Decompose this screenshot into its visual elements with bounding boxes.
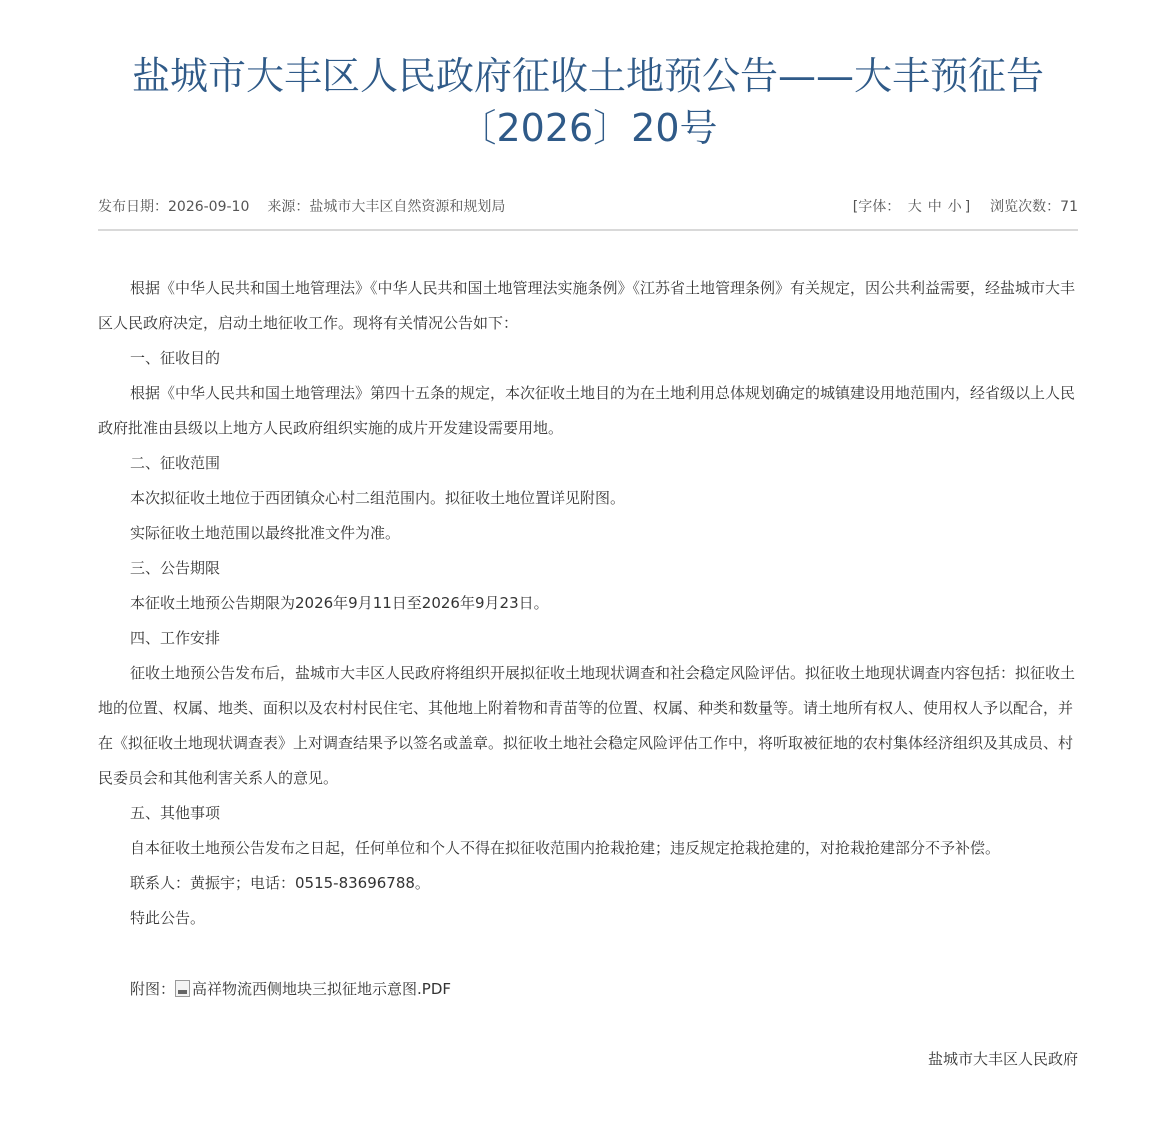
page-title (98, 0, 1078, 154)
attachment-label: 附图： (130, 980, 176, 998)
paragraph: 征收土地预公告发布后，盐城市大丰区人民政府将组织开展拟征收土地现状调查和社会稳定风险评估。拟征收土地现状调查内容包括：拟征收土地的位置、权属、地类、面积以及农村村民住宅、其他地上附着物和青苗等的位置、权属、种类和数量等。请土地所有权人、使用权人予以配合，并在《拟征收土地现状调查表》上对调查结果予以签名或盖章。拟征收土地社会稳定风险评估工作中，将听取被征地的农村集体经济组织及其成员、村民委员会和其他利害关系人的意见。 (98, 664, 1076, 787)
page-title-line2: 〔2026〕20号 (458, 106, 718, 150)
meta-right (853, 196, 1078, 218)
paragraph: 根据《中华人民共和国土地管理法》第四十五条的规定，本次征收土地目的为在土地利用总体规划确定的城镇建设用地范围内，经省级以上人民政府批准由县级以上地方人民政府组织实施的成片开发建设需要用地。 (98, 384, 1076, 437)
publish-date-label: 发布日期： (98, 199, 168, 215)
signature: 盐城市大丰区人民政府 (927, 1050, 1078, 1068)
attachment-link[interactable]: 高祥物流西侧地块三拟征地示意图.PDF (192, 980, 452, 998)
section-heading: 三、公告期限 (130, 559, 221, 577)
font-size-open: [字体： (852, 199, 901, 215)
font-size-close: ] (964, 199, 971, 215)
paragraph: 本征收土地预公告期限为2026年9月11日至2026年9月23日。 (130, 594, 549, 612)
attachment (130, 972, 451, 1007)
paragraph: 本次拟征收土地位于西团镇众心村二组范围内。拟征收土地位置详见附图。 (130, 489, 626, 507)
paragraph: 自本征收土地预公告发布之日起，任何单位和个人不得在拟征收范围内抢栽抢建；违反规定抢栽抢建的，对抢栽抢建部分不予补偿。 (130, 839, 1001, 857)
views-label: 浏览次数： (990, 199, 1061, 215)
article-meta (98, 196, 1078, 218)
page-title-line1: 盐城市大丰区人民政府征收土地预公告——大丰预征告 (131, 54, 1044, 98)
views-count: 71 (1060, 199, 1078, 215)
publish-date: 2026-09-10 (168, 199, 250, 215)
source: 盐城市大丰区自然资源和规划局 (309, 199, 506, 215)
font-large-button[interactable]: 大 (907, 199, 922, 215)
article-body (98, 271, 1078, 936)
font-medium-button[interactable]: 中 (927, 199, 942, 215)
meta-left (98, 196, 505, 218)
section-heading: 一、征收目的 (130, 349, 221, 367)
paragraph: 根据《中华人民共和国土地管理法》《中华人民共和国土地管理法实施条例》《江苏省土地管理条例》有关规定，因公共利益需要，经盐城市大丰区人民政府决定，启动土地征收工作。现将有关情况公告如下： (98, 279, 1076, 332)
paragraph: 联系人：黄振宇；电话：0515-83696788。 (130, 874, 430, 892)
paragraph: 特此公告。 (130, 909, 206, 927)
section-heading: 二、征收范围 (130, 454, 221, 472)
article (98, 0, 1078, 1068)
font-small-button[interactable]: 小 (947, 199, 962, 215)
file-icon (175, 980, 190, 997)
section-heading: 四、工作安排 (130, 629, 221, 647)
source-label: 来源： (267, 199, 310, 215)
meta-divider (98, 229, 1078, 231)
section-heading: 五、其他事项 (130, 804, 221, 822)
paragraph: 实际征收土地范围以最终批准文件为准。 (130, 524, 401, 542)
